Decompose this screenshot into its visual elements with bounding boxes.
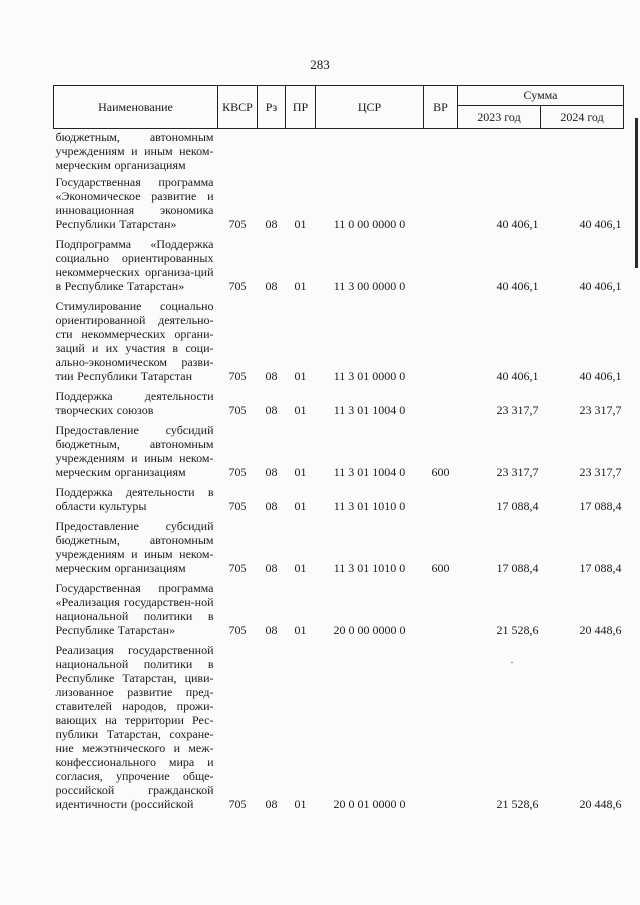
- row-vr: [424, 482, 458, 516]
- row-pr: [286, 129, 316, 173]
- row-name: Подпрограмма «Поддержка социально ориентированных некоммерческих организа-ций в Республике Татарстан»: [55, 237, 214, 293]
- row-kvsr: [218, 129, 258, 173]
- row-vr: [424, 172, 458, 234]
- table-row: [54, 578, 624, 640]
- row-name: Предоставление субсидий бюджетным, автономным учреждениям и иным неком-мерческим организациям: [55, 519, 214, 575]
- row-rz: [258, 129, 286, 173]
- row-csr: 11 3 01 1010 0: [333, 561, 406, 575]
- row-vr: [424, 578, 458, 640]
- row-pr: 01: [294, 465, 307, 479]
- row-name: Стимулирование социально ориентированной деятельно-сти некоммерческих органи-заций и их участия в соци-ально-экономическом разви-тии Республики Татарстан: [55, 299, 214, 383]
- row-pr: 01: [294, 403, 307, 417]
- header-name: Наименование: [54, 86, 218, 129]
- page-number: 283: [310, 57, 330, 72]
- row-csr: 11 3 01 1004 0: [333, 465, 406, 479]
- row-pr: 01: [294, 561, 307, 575]
- row-amount-2023: 40 406,1: [496, 279, 539, 293]
- row-vr: [424, 296, 458, 386]
- row-amount-2024: 17 088,4: [579, 499, 622, 513]
- row-kvsr: 705: [228, 623, 247, 637]
- row-vr: [424, 386, 458, 420]
- row-vr: [424, 129, 458, 173]
- table-body: [54, 129, 624, 815]
- row-amount-2024: 23 317,7: [579, 403, 622, 417]
- header-sum: Сумма: [458, 86, 624, 106]
- row-csr: [316, 129, 424, 173]
- header-year-2023: 2023 год: [458, 106, 541, 129]
- row-kvsr: 705: [228, 279, 247, 293]
- row-name: Государственная программа «Реализация государствен-ной национальной политики в Республике Татарстан»: [55, 581, 214, 637]
- row-amount-2023: 40 406,1: [496, 217, 539, 231]
- table-row: [54, 516, 624, 578]
- row-rz: 08: [265, 403, 278, 417]
- row-csr: 11 3 01 1004 0: [333, 403, 406, 417]
- row-amount-2023: 40 406,1: [496, 369, 539, 383]
- table-header: [54, 86, 624, 129]
- row-name: бюджетным, автономным учреждениям и иным неком-мерческим организациям: [55, 130, 214, 172]
- row-csr: 11 3 01 0000 0: [333, 369, 406, 383]
- table-row: [54, 386, 624, 420]
- row-rz: 08: [265, 797, 278, 811]
- header-pr: ПР: [286, 86, 316, 129]
- row-csr: 11 0 00 0000 0: [333, 217, 406, 231]
- row-rz: 08: [265, 217, 278, 231]
- row-pr: 01: [294, 623, 307, 637]
- row-amount-2024: 40 406,1: [579, 279, 622, 293]
- row-vr: [424, 640, 458, 814]
- table-row: [54, 420, 624, 482]
- row-name: Предоставление субсидий бюджетным, автономным учреждениям и иным неком-мерческим организациям: [55, 423, 214, 479]
- row-csr: 20 0 01 0000 0: [333, 797, 406, 811]
- row-csr: 11 3 00 0000 0: [333, 279, 406, 293]
- scan-edge-mark: [635, 118, 638, 268]
- row-amount-2023: 21 528,6: [496, 623, 539, 637]
- row-csr: 20 0 00 0000 0: [333, 623, 406, 637]
- row-amount-2023: [458, 129, 541, 173]
- row-amount-2023: 21 528,6: [496, 797, 539, 811]
- row-pr: 01: [294, 217, 307, 231]
- row-pr: 01: [294, 499, 307, 513]
- row-name: Реализация государственной национальной политики в Республике Татарстан, циви-лизованное развитие пред-ставителей народов, прожи-вающих на территории Рес-публики Татарстан, сохране-ние межэтнического и меж-конфессионального мира и согласия, упрочение обще-российской гражданской идентичности (российской: [55, 643, 214, 811]
- budget-table: [53, 85, 624, 814]
- row-rz: 08: [265, 369, 278, 383]
- row-rz: 08: [265, 465, 278, 479]
- row-amount-2024: [541, 129, 624, 173]
- row-pr: 01: [294, 279, 307, 293]
- row-amount-2024: 23 317,7: [579, 465, 622, 479]
- row-vr: 600: [431, 465, 450, 479]
- row-pr: 01: [294, 369, 307, 383]
- row-kvsr: 705: [228, 369, 247, 383]
- row-name: Поддержка деятельности творческих союзов: [55, 389, 214, 417]
- row-amount-2023: 17 088,4: [496, 561, 539, 575]
- row-rz: 08: [265, 279, 278, 293]
- row-amount-2024: 40 406,1: [579, 369, 622, 383]
- row-amount-2023: 23 317,7: [496, 403, 539, 417]
- row-kvsr: 705: [228, 797, 247, 811]
- table-row: [54, 482, 624, 516]
- row-amount-2024: 17 088,4: [579, 561, 622, 575]
- header-rz: Рз: [258, 86, 286, 129]
- table-row: [54, 296, 624, 386]
- table-row: [54, 129, 624, 173]
- row-pr: 01: [294, 797, 307, 811]
- row-amount-2024: 20 448,6: [579, 623, 622, 637]
- row-kvsr: 705: [228, 217, 247, 231]
- row-vr: [424, 234, 458, 296]
- row-kvsr: 705: [228, 465, 247, 479]
- header-csr: ЦСР: [316, 86, 424, 129]
- row-kvsr: 705: [228, 499, 247, 513]
- table-row: [54, 640, 624, 814]
- row-kvsr: 705: [228, 403, 247, 417]
- row-amount-2023: 23 317,7: [496, 465, 539, 479]
- row-amount-2024: 40 406,1: [579, 217, 622, 231]
- header-year-2024: 2024 год: [541, 106, 624, 129]
- row-amount-2024: 20 448,6: [579, 797, 622, 811]
- row-vr: 600: [431, 561, 450, 575]
- row-amount-2023: 17 088,4: [496, 499, 539, 513]
- row-csr: 11 3 01 1010 0: [333, 499, 406, 513]
- row-rz: 08: [265, 561, 278, 575]
- row-rz: 08: [265, 623, 278, 637]
- row-rz: 08: [265, 499, 278, 513]
- table-row: [54, 172, 624, 234]
- row-name: Поддержка деятельности в области культуры: [55, 485, 214, 513]
- header-vr: ВР: [424, 86, 458, 129]
- header-kvsr: КВСР: [218, 86, 258, 129]
- row-kvsr: 705: [228, 561, 247, 575]
- table-row: [54, 234, 624, 296]
- row-name: Государственная программа «Экономическое развитие и инновационная экономика Республики Татарстан»: [55, 175, 214, 231]
